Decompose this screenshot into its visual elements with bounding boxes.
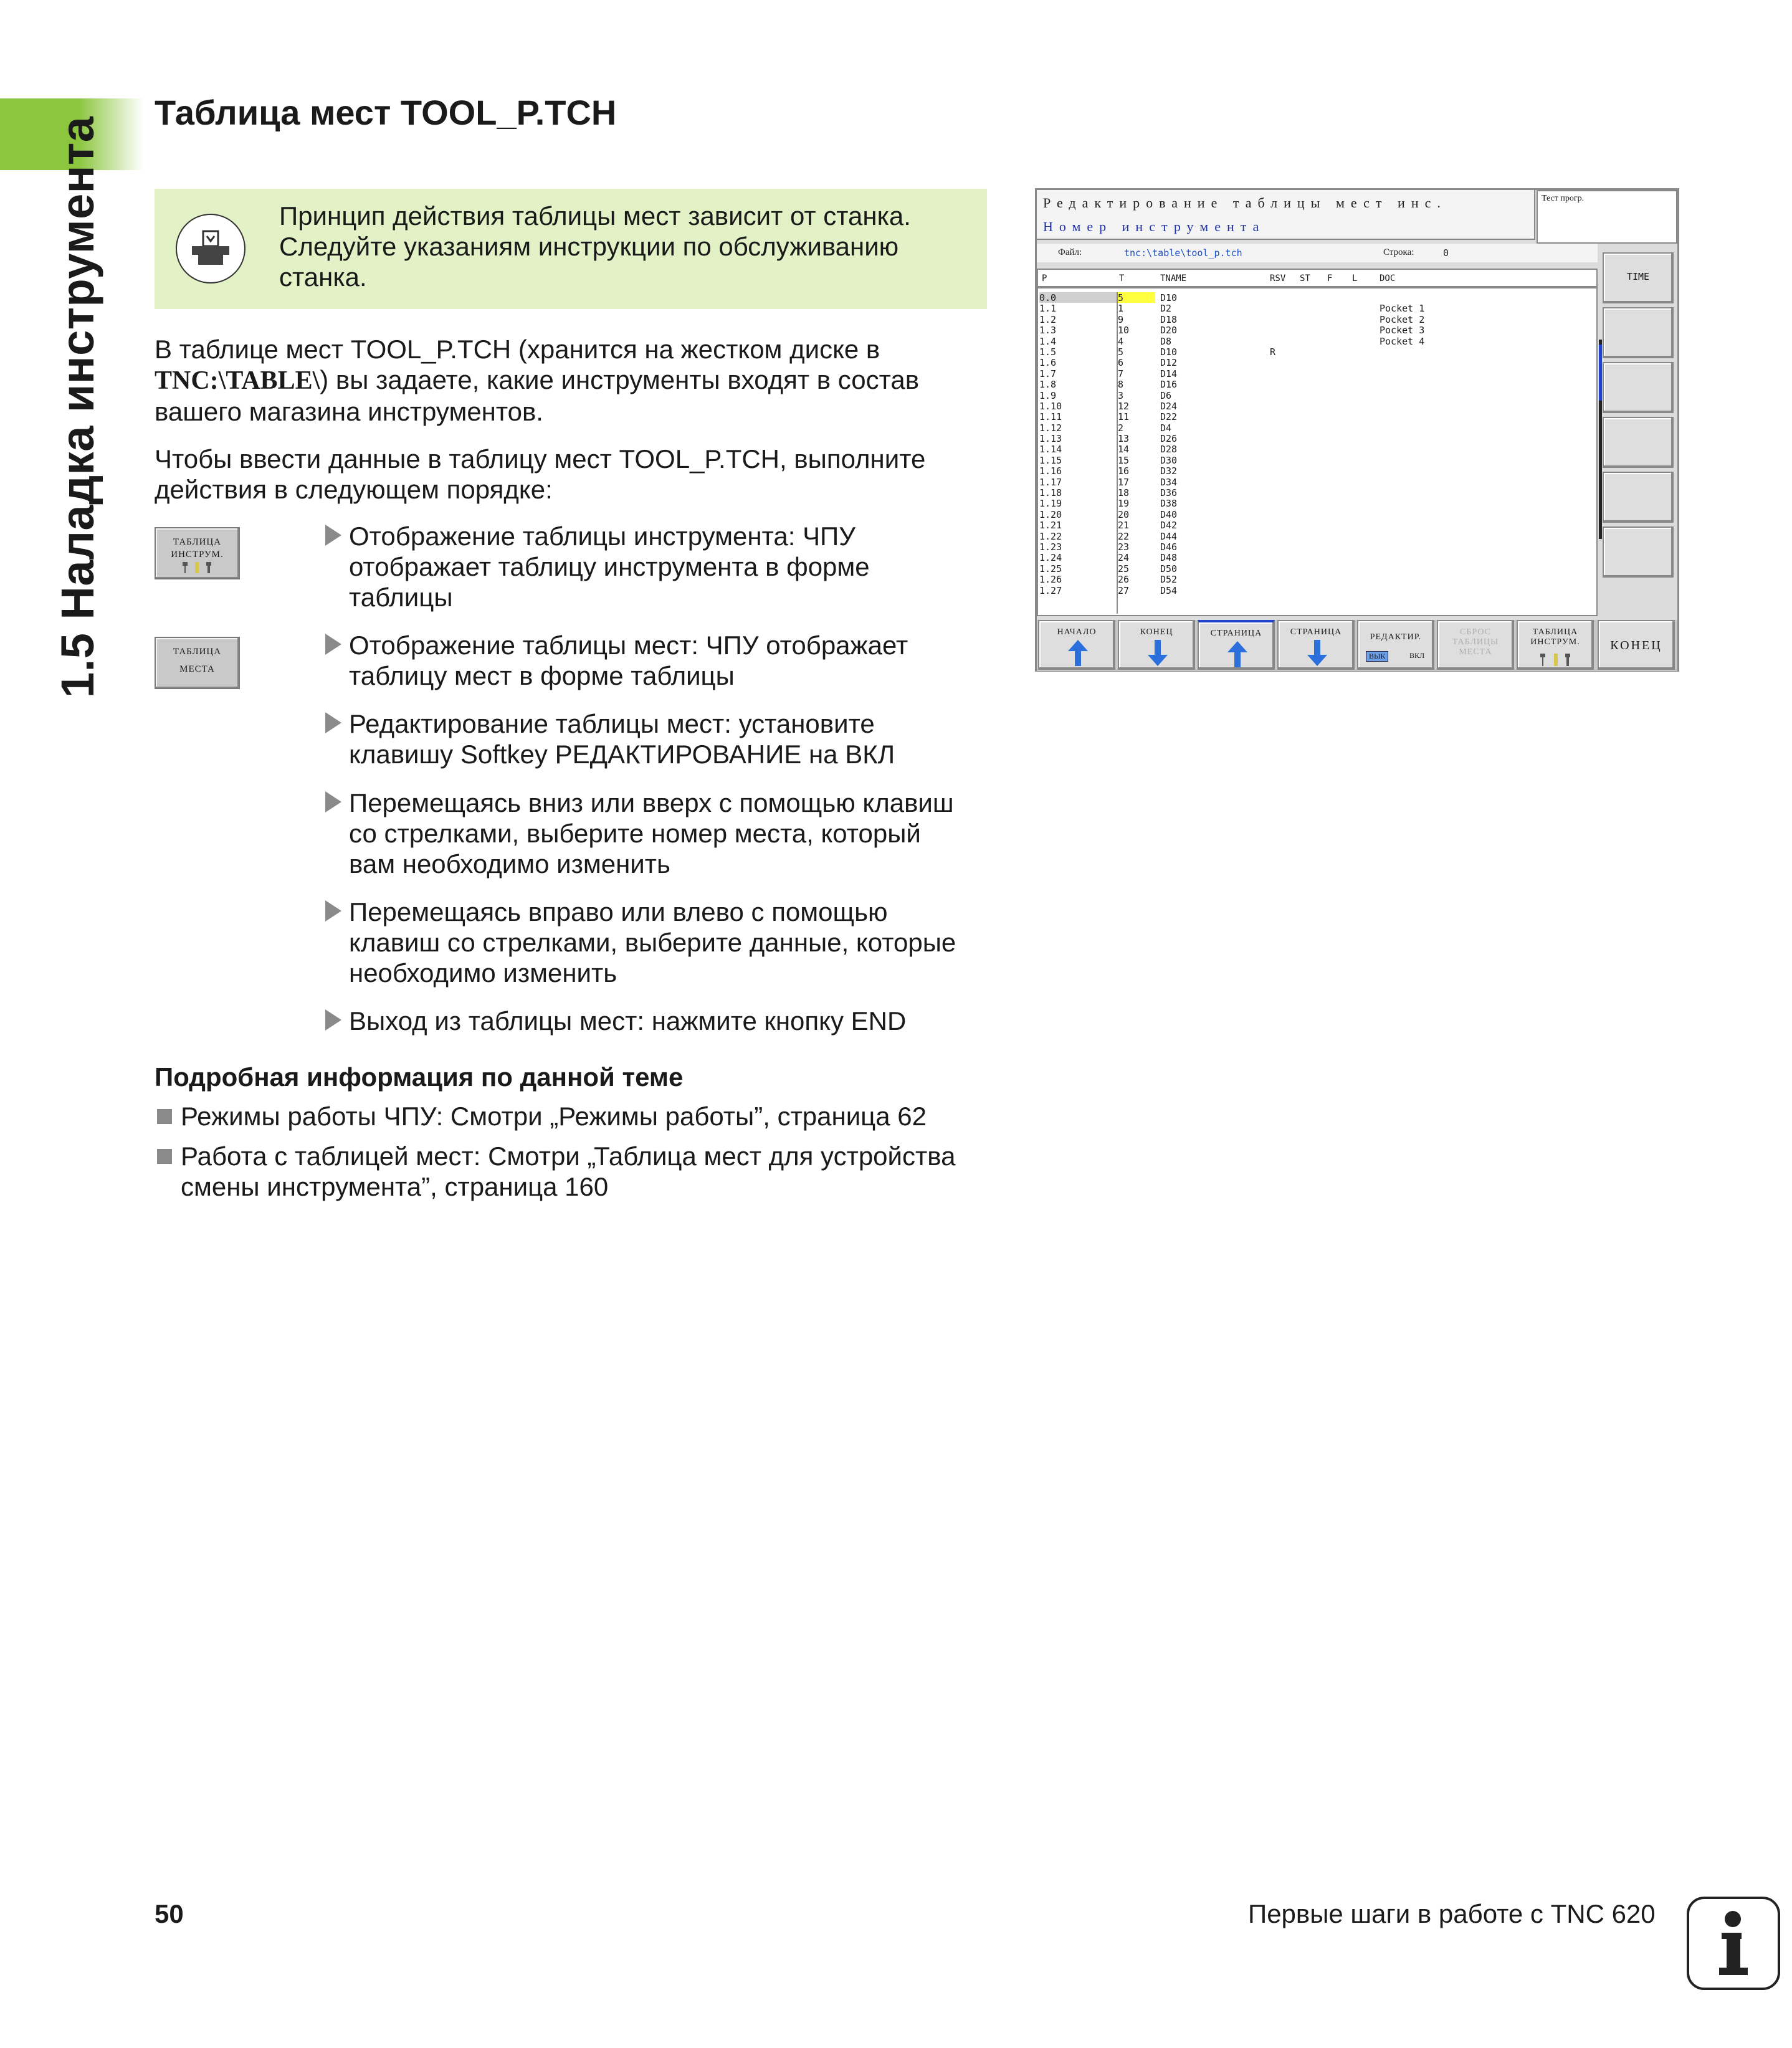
table-cell-rsv[interactable]: [1270, 520, 1295, 530]
table-cell-p[interactable]: 1.26: [1039, 574, 1062, 586]
table-cell-doc[interactable]: [1380, 357, 1454, 368]
vertical-softkey-bar: [1599, 244, 1677, 619]
table-cell-p[interactable]: 1.24: [1039, 552, 1062, 564]
table-cell-tname[interactable]: D26: [1160, 433, 1178, 445]
arrow-down-icon: [1312, 640, 1322, 666]
arrow-right-icon: [325, 1009, 341, 1031]
table-cell-tname[interactable]: D54: [1160, 584, 1178, 596]
table-cell-tname[interactable]: D8: [1160, 335, 1172, 347]
table-cell-tname[interactable]: D22: [1160, 411, 1178, 423]
table-cell-rsv[interactable]: [1270, 541, 1295, 552]
list-item: Работа с таблицей мест: Смотри „Таблица мест для устройства смены инструмента”, страница 160: [155, 1141, 996, 1202]
table-cell-p[interactable]: 1.14: [1039, 444, 1062, 455]
step-item: Редактирование таблицы мест: установите клавишу Softkey РЕДАКТИРОВАНИЕ на ВКЛ: [324, 708, 997, 769]
table-cell-rsv[interactable]: [1270, 552, 1295, 563]
table-cell-t[interactable]: 22: [1118, 530, 1130, 542]
table-cell-t[interactable]: 7: [1118, 368, 1124, 379]
table-cell-t[interactable]: 17: [1118, 476, 1130, 488]
softkey-empty[interactable]: [1603, 472, 1674, 523]
list-item: Режимы работы ЧПУ: Смотри „Режимы работы”, страница 62: [155, 1101, 996, 1131]
table-cell-p[interactable]: 1.7: [1039, 368, 1057, 379]
table-cell-tname[interactable]: D20: [1160, 325, 1178, 336]
table-cell-rsv[interactable]: [1270, 411, 1295, 422]
column-t: [1118, 292, 1155, 596]
table-cell-p[interactable]: 1.19: [1039, 498, 1062, 510]
table-cell-tname[interactable]: D32: [1160, 465, 1178, 477]
table-cell-p[interactable]: 1.18: [1039, 487, 1062, 499]
table-cell-t[interactable]: 9: [1118, 313, 1124, 325]
table-cell-t[interactable]: 19: [1118, 498, 1130, 510]
table-cell-doc[interactable]: [1380, 585, 1454, 596]
tool-icon: [179, 561, 216, 574]
table-cell-rsv[interactable]: [1270, 314, 1295, 325]
table-cell-rsv[interactable]: [1270, 303, 1295, 313]
table-cell-t[interactable]: 1: [1118, 303, 1124, 315]
table-cell-t[interactable]: 26: [1118, 574, 1130, 586]
table-cell-rsv[interactable]: [1270, 509, 1295, 520]
table-cell-doc[interactable]: [1380, 444, 1454, 454]
path-text: TNC:\TABLE\: [155, 366, 320, 395]
table-cell-tname[interactable]: D4: [1160, 422, 1172, 434]
table-cell-tname[interactable]: D50: [1160, 563, 1178, 574]
table-cell-doc[interactable]: [1380, 487, 1454, 498]
horizontal-softkey-bar: [1037, 620, 1677, 671]
table-cell-doc[interactable]: [1380, 509, 1454, 520]
table-cell-t[interactable]: 12: [1118, 400, 1130, 412]
softkey-begin[interactable]: НАЧАЛО: [1038, 620, 1115, 670]
arrow-down-icon: [1153, 640, 1163, 666]
more-info-title: Подробная информация по данной теме: [155, 1062, 684, 1092]
table-cell-tname[interactable]: D2: [1160, 303, 1172, 315]
table-cell-tname[interactable]: D18: [1160, 313, 1178, 325]
table-cell-rsv[interactable]: [1270, 531, 1295, 541]
column-rsv: [1270, 292, 1295, 596]
table-cell-tname[interactable]: D48: [1160, 552, 1178, 564]
table-cell-t[interactable]: 2: [1118, 422, 1124, 434]
bullet-square-icon: [157, 1109, 172, 1124]
table-cell-tname[interactable]: D34: [1160, 476, 1178, 488]
table-cell-doc[interactable]: [1380, 552, 1454, 563]
table-cell-rsv[interactable]: [1270, 465, 1295, 476]
arrow-right-icon: [325, 525, 341, 546]
table-cell-doc[interactable]: [1380, 531, 1454, 541]
table-cell-p[interactable]: 1.16: [1039, 465, 1062, 477]
table-cell-tname[interactable]: D40: [1160, 508, 1178, 520]
table-cell-rsv[interactable]: [1270, 357, 1295, 368]
softkey-pocket-table[interactable]: ТАБЛИЦА МЕСТА: [155, 637, 240, 689]
table-cell-t[interactable]: 4: [1118, 335, 1124, 347]
column-doc: [1380, 292, 1454, 596]
table-cell-tname[interactable]: D42: [1160, 520, 1178, 531]
table-cell-tname[interactable]: D6: [1160, 389, 1172, 401]
table-cell-tname[interactable]: D14: [1160, 368, 1178, 379]
table-cell-t[interactable]: 13: [1118, 433, 1130, 445]
table-cell-t[interactable]: 16: [1118, 465, 1130, 477]
table-cell-p[interactable]: 1.13: [1039, 433, 1062, 445]
table-cell-doc[interactable]: [1380, 390, 1454, 401]
file-line: Файл: tnc:\table\tool_p.tch Строка: 0: [1037, 244, 1598, 262]
table-cell-doc[interactable]: [1380, 574, 1454, 584]
table-cell-doc[interactable]: Pocket 3: [1380, 325, 1425, 336]
table-cell-rsv[interactable]: [1270, 563, 1295, 574]
arrow-right-icon: [325, 791, 341, 812]
table-cell-rsv[interactable]: [1270, 487, 1295, 498]
table-cell-tname[interactable]: D36: [1160, 487, 1178, 499]
table-cell-tname[interactable]: D38: [1160, 498, 1178, 510]
table-cell-p[interactable]: 1.17: [1039, 476, 1062, 488]
table-cell-p[interactable]: 1.22: [1039, 530, 1062, 542]
table-cell-t[interactable]: 25: [1118, 563, 1130, 574]
file-path: tnc:\table\tool_p.tch: [1124, 247, 1242, 259]
table-cell-tname[interactable]: D16: [1160, 379, 1178, 391]
softkey-empty[interactable]: [1603, 526, 1674, 578]
tool-icon: [1537, 652, 1576, 667]
table-cell-p[interactable]: 1.4: [1039, 335, 1057, 347]
table-cell-p[interactable]: 1.1: [1039, 303, 1057, 315]
table-cell-doc[interactable]: [1380, 379, 1454, 389]
table-cell-tname[interactable]: D10: [1160, 292, 1178, 303]
table-cell-doc[interactable]: Pocket 1: [1380, 303, 1425, 315]
softkey-page-up[interactable]: СТРАНИЦА: [1198, 620, 1275, 670]
step-item: Перемещаясь вниз или вверх с помощью клавиш со стрелками, выберите номер места, который вам необходимо изменить: [324, 788, 997, 879]
info-icon: [1687, 1897, 1780, 1990]
softkey-empty[interactable]: [1603, 362, 1674, 413]
table-cell-tname[interactable]: D30: [1160, 454, 1178, 466]
softkey-tool-table-screen[interactable]: ТАБЛИЦА ИНСТРУМ.: [1517, 620, 1594, 670]
table-cell-p[interactable]: 1.3: [1039, 325, 1057, 336]
table-cell-rsv[interactable]: [1270, 292, 1295, 303]
table-cell-rsv[interactable]: [1270, 401, 1295, 411]
cnc-screen: [1035, 188, 1679, 672]
table-cell-p[interactable]: 1.9: [1039, 389, 1057, 401]
table-cell-t[interactable]: 11: [1118, 411, 1130, 423]
table-cell-p[interactable]: 1.2: [1039, 313, 1057, 325]
table-cell-rsv[interactable]: [1270, 325, 1295, 335]
table-cell-doc[interactable]: [1380, 477, 1454, 487]
table-cell-t[interactable]: 14: [1118, 444, 1130, 455]
table-cell-tname[interactable]: D28: [1160, 444, 1178, 455]
table-cell-t[interactable]: 27: [1118, 584, 1130, 596]
table-cell-p[interactable]: 1.15: [1039, 454, 1062, 466]
table-cell-tname[interactable]: D24: [1160, 400, 1178, 412]
table-cell-doc[interactable]: [1380, 368, 1454, 379]
table-cell-p[interactable]: 1.6: [1039, 357, 1057, 369]
table-cell-doc[interactable]: [1380, 541, 1454, 552]
table-cell-p[interactable]: 1.12: [1039, 422, 1062, 434]
table-cell-rsv[interactable]: [1270, 585, 1295, 596]
step-item: Выход из таблицы мест: нажмите кнопку END: [324, 1006, 997, 1036]
table-cell-doc[interactable]: [1380, 455, 1454, 465]
table-cell-p[interactable]: 1.25: [1039, 563, 1062, 574]
paragraph-pocket-table-intro: В таблице мест TOOL_P.TCH (хранится на жестком диске в TNC:\TABLE\) вы задаете, какие инструменты входят в состав вашего магазина инструментов.: [155, 335, 920, 426]
arrow-up-icon: [1232, 641, 1242, 667]
softkey-time[interactable]: TIME: [1603, 252, 1674, 303]
table-cell-tname[interactable]: D46: [1160, 541, 1178, 553]
table-cell-p[interactable]: 1.20: [1039, 508, 1062, 520]
table-cell-p[interactable]: 1.27: [1039, 584, 1062, 596]
table-cell-rsv[interactable]: [1270, 379, 1295, 389]
arrow-right-icon: [325, 634, 341, 655]
softkey-edit-toggle[interactable]: РЕДАКТИР. ВЫК ВКЛ: [1357, 620, 1434, 670]
table-cell-tname[interactable]: D10: [1160, 346, 1178, 358]
table-cell-doc[interactable]: [1380, 401, 1454, 411]
bullet-square-icon: [157, 1149, 172, 1164]
table-cell-tname[interactable]: D44: [1160, 530, 1178, 542]
side-section-title: 1.5 Наладка инструмента: [52, 116, 103, 698]
table-cell-t[interactable]: 3: [1118, 389, 1124, 401]
table-cell-rsv[interactable]: [1270, 336, 1295, 346]
edit-off-state: ВЫК: [1366, 651, 1388, 662]
table-cell-doc[interactable]: Pocket 4: [1380, 335, 1425, 347]
pocket-table[interactable]: [1037, 287, 1598, 616]
step-item: Отображение таблицы инструмента: ЧПУ отображает таблицу инструмента в форме таблицы: [324, 521, 997, 612]
table-header: P T TNAME RSV ST F L DOC: [1037, 269, 1598, 287]
table-cell-rsv[interactable]: [1270, 455, 1295, 465]
table-cell-doc[interactable]: [1380, 411, 1454, 422]
paragraph-steps-intro: Чтобы ввести данные в таблицу мест TOOL_P.TCH, выполните действия в следующем порядке:: [155, 444, 926, 504]
table-cell-t[interactable]: 24: [1118, 552, 1130, 564]
table-cell-t[interactable]: 18: [1118, 487, 1130, 499]
column-p: [1039, 292, 1118, 614]
table-cell-doc[interactable]: [1380, 498, 1454, 508]
page-number: 50: [155, 1899, 184, 1928]
table-cell-rsv[interactable]: [1270, 390, 1295, 401]
arrow-right-icon: [325, 900, 341, 922]
table-cell-rsv[interactable]: [1270, 368, 1295, 379]
table-cell-p[interactable]: 1.8: [1039, 379, 1057, 391]
table-cell-rsv[interactable]: [1270, 422, 1295, 433]
footer-title: Первые шаги в работе с TNC 620: [1248, 1899, 1656, 1928]
table-cell-doc[interactable]: [1380, 465, 1454, 476]
arrow-right-icon: [325, 712, 341, 733]
table-cell-doc[interactable]: [1380, 346, 1454, 357]
softkey-empty[interactable]: [1603, 307, 1674, 358]
table-cell-rsv[interactable]: [1270, 498, 1295, 508]
table-cell-t[interactable]: 5: [1118, 292, 1155, 303]
step-item: Перемещаясь вправо или влево с помощью клавиш со стрелками, выберите данные, которые необходимо изменить: [324, 897, 997, 988]
screen-header: Редактирование таблицы мест инс. Номер инструмента: [1037, 190, 1535, 240]
softkey-exit[interactable]: КОНЕЦ: [1598, 620, 1675, 670]
table-cell-doc[interactable]: [1380, 292, 1454, 303]
table-cell-doc[interactable]: [1380, 563, 1454, 574]
table-cell-p[interactable]: 1.5: [1039, 346, 1057, 358]
softkey-empty[interactable]: [1603, 417, 1674, 468]
arrow-up-icon: [1073, 640, 1083, 666]
scrollbar-thumb[interactable]: [1599, 345, 1602, 401]
table-cell-t[interactable]: 6: [1118, 357, 1124, 369]
table-cell-t[interactable]: 21: [1118, 520, 1130, 531]
softkey-reset-pocket-table[interactable]: СБРОС ТАБЛИЦЫ МЕСТА: [1437, 620, 1514, 670]
row-value: 0: [1443, 247, 1449, 259]
note-text: Принцип действия таблицы мест зависит от станка. Следуйте указаниям инструкции по обслуживанию станка.: [279, 201, 911, 292]
step-item: Отображение таблицы мест: ЧПУ отображает таблицу мест в форме таблицы: [324, 630, 997, 691]
page-title: Таблица мест TOOL_P.TCH: [155, 93, 617, 132]
table-cell-t[interactable]: 10: [1118, 325, 1130, 336]
table-cell-t[interactable]: 8: [1118, 379, 1124, 391]
table-cell-rsv[interactable]: [1270, 433, 1295, 444]
table-cell-doc[interactable]: [1380, 422, 1454, 433]
table-cell-p[interactable]: 1.21: [1039, 520, 1062, 531]
table-cell-rsv[interactable]: [1270, 444, 1295, 454]
table-cell-doc[interactable]: Pocket 2: [1380, 313, 1425, 325]
table-cell-p[interactable]: 1.23: [1039, 541, 1062, 553]
table-cell-tname[interactable]: D52: [1160, 574, 1178, 586]
softkey-page-down[interactable]: СТРАНИЦА: [1277, 620, 1355, 670]
table-cell-p[interactable]: 1.11: [1039, 411, 1062, 423]
table-cell-p[interactable]: 1.10: [1039, 400, 1062, 412]
column-tname: [1160, 292, 1210, 596]
table-cell-rsv[interactable]: R: [1270, 346, 1276, 358]
table-cell-t[interactable]: 5: [1118, 346, 1124, 358]
test-run-panel: Тест прогр.: [1537, 190, 1677, 244]
table-cell-doc[interactable]: [1380, 433, 1454, 444]
table-cell-t[interactable]: 23: [1118, 541, 1130, 553]
machine-note-icon: [176, 214, 245, 283]
softkey-tool-table[interactable]: ТАБЛИЦА ИНСТРУМ.: [155, 527, 240, 579]
table-cell-t[interactable]: 20: [1118, 508, 1130, 520]
table-cell-p[interactable]: 0.0: [1039, 292, 1117, 303]
table-cell-doc[interactable]: [1380, 520, 1454, 530]
table-cell-t[interactable]: 15: [1118, 454, 1130, 466]
softkey-end[interactable]: КОНЕЦ: [1118, 620, 1195, 670]
table-cell-tname[interactable]: D12: [1160, 357, 1178, 369]
table-cell-rsv[interactable]: [1270, 574, 1295, 584]
edit-on-state: ВКЛ: [1409, 651, 1425, 660]
table-cell-rsv[interactable]: [1270, 477, 1295, 487]
